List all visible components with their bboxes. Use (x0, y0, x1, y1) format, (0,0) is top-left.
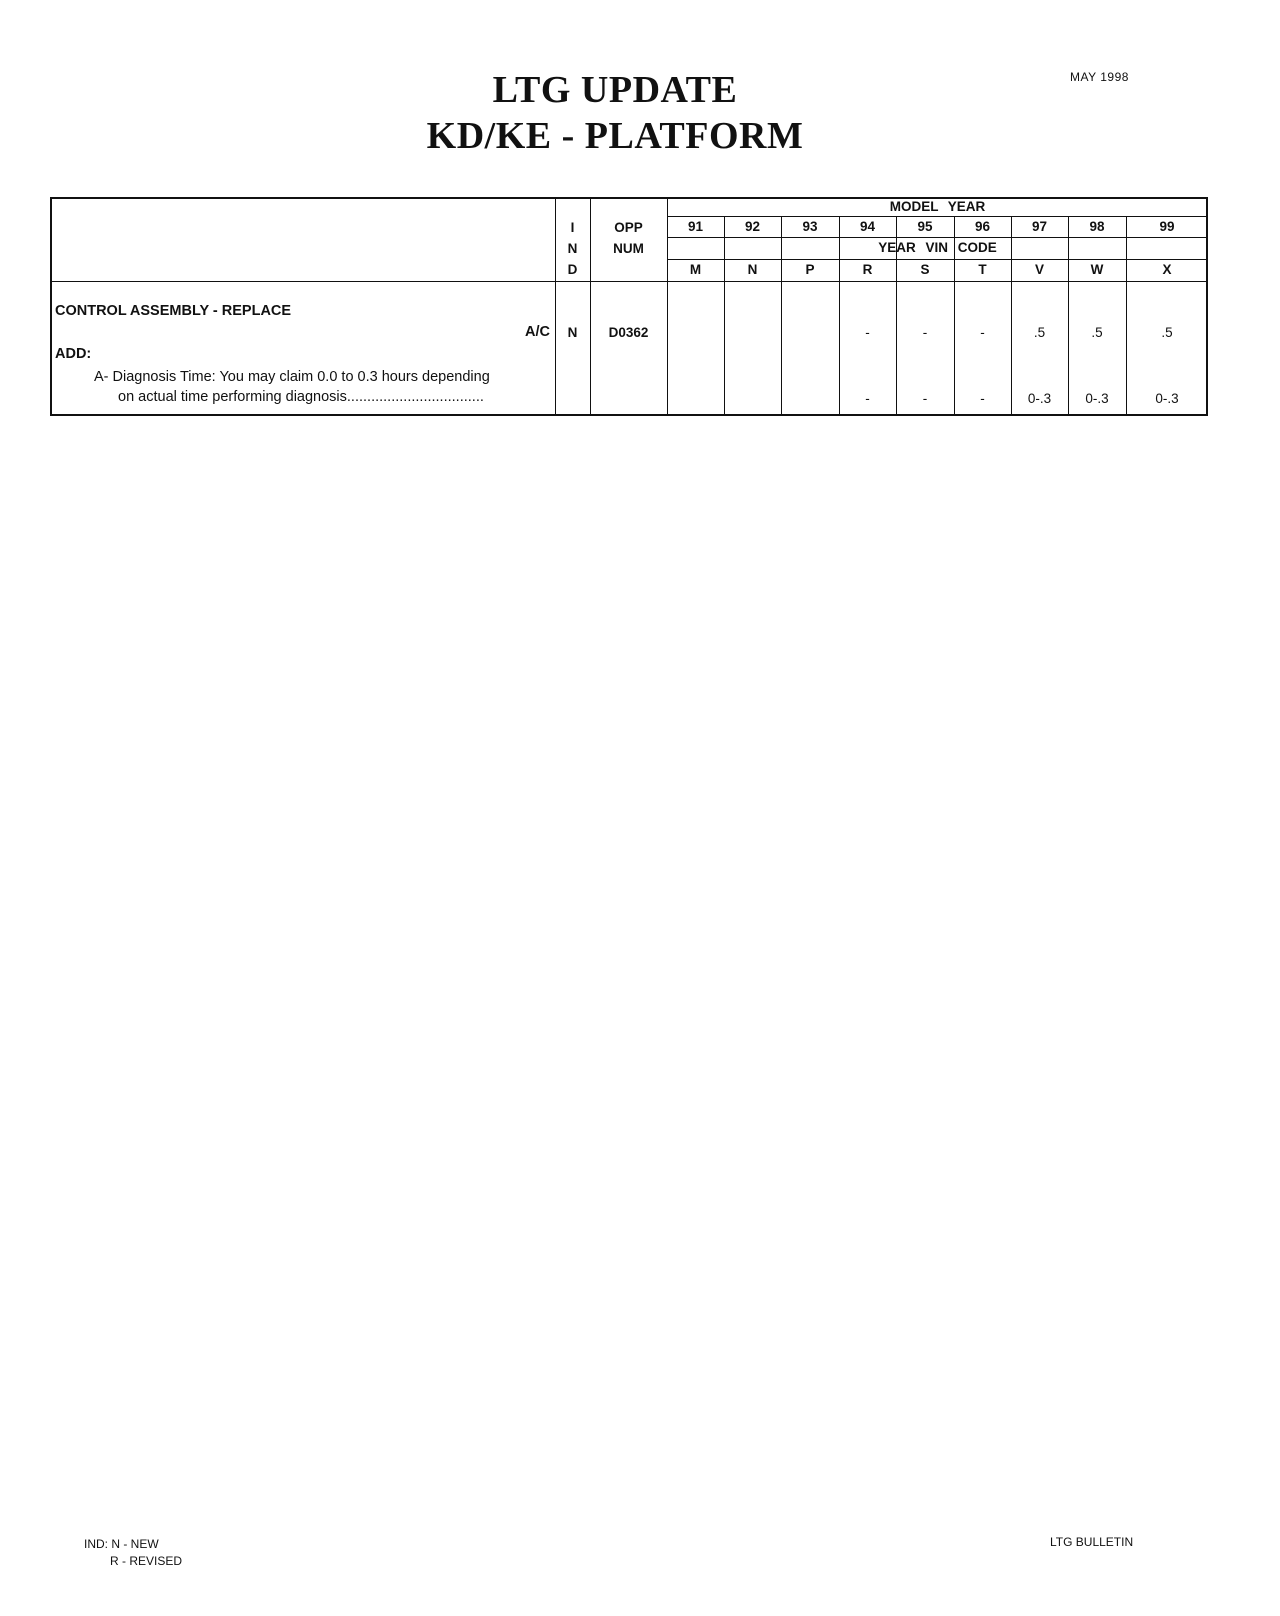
year-97: 97 (1031, 219, 1048, 234)
model-year-header: MODEL YEAR (889, 199, 986, 214)
ind-value: N (567, 325, 578, 340)
issue-date: MAY 1998 (1070, 70, 1129, 84)
add-line-1: A- Diagnosis Time: You may claim 0.0 to 0.3 hours depending (94, 369, 490, 385)
page-title: LTG UPDATE (492, 69, 738, 111)
system-label: A/C (525, 324, 550, 340)
ind-header-d: D (567, 262, 578, 277)
year-92: 92 (744, 219, 761, 234)
add-time-97: 0-.3 (1027, 391, 1052, 406)
vin-code-v: V (1034, 262, 1044, 277)
time-94: - (865, 325, 870, 340)
ind-legend-new: IND: N - NEW (84, 1537, 159, 1551)
operation-name: CONTROL ASSEMBLY - REPLACE (55, 303, 292, 319)
ind-header-i: I (570, 220, 575, 235)
vin-code-r: R (862, 262, 873, 277)
opp-header: OPP (614, 220, 643, 235)
year-vin-code-header: YEAR VIN CODE (878, 240, 997, 255)
vin-code-t: T (978, 262, 987, 277)
vin-code-m: M (689, 262, 702, 277)
year-95: 95 (917, 219, 933, 234)
year-98: 98 (1089, 219, 1105, 234)
vin-code-x: X (1162, 262, 1172, 277)
num-header: NUM (613, 241, 644, 256)
ind-header-n: N (567, 241, 578, 256)
vin-code-n: N (747, 262, 758, 277)
bulletin-label: LTG BULLETIN (1050, 1535, 1134, 1549)
time-97: .5 (1033, 325, 1046, 340)
add-time-99: 0-.3 (1155, 391, 1179, 406)
time-99: .5 (1161, 325, 1173, 340)
add-time-98: 0-.3 (1085, 391, 1109, 406)
time-98: .5 (1091, 325, 1103, 340)
year-94: 94 (859, 219, 876, 234)
year-91: 91 (687, 219, 704, 234)
time-95: - (922, 325, 928, 340)
page-subtitle: KD/KE - PLATFORM (426, 115, 804, 157)
add-time-94: - (865, 391, 870, 406)
ind-legend-revised: R - REVISED (110, 1554, 183, 1568)
add-time-96: - (980, 391, 985, 406)
vin-code-p: P (805, 262, 815, 277)
year-96: 96 (974, 219, 991, 234)
add-label: ADD: (55, 346, 92, 362)
time-96: - (980, 325, 985, 340)
opp-num-value: D0362 (608, 325, 649, 340)
year-99: 99 (1159, 219, 1175, 234)
vin-code-w: W (1090, 262, 1104, 277)
vin-code-s: S (920, 262, 930, 277)
labor-time-table (50, 197, 1208, 416)
year-93: 93 (802, 219, 818, 234)
add-line-2: on actual time performing diagnosis.................................. (118, 389, 484, 405)
add-time-95: - (922, 391, 928, 406)
